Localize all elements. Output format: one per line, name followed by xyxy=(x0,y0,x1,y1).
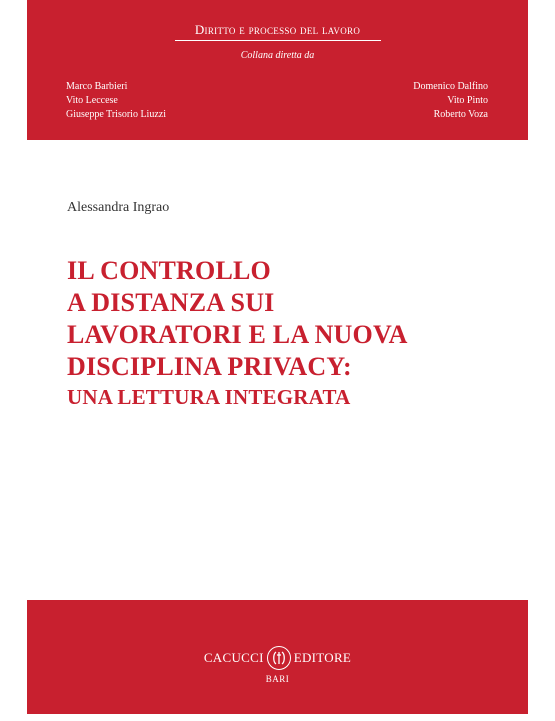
series-subtitle: Collana diretta da xyxy=(240,50,315,61)
book-subtitle: UNA LETTURA INTEGRATA xyxy=(67,385,351,409)
editors-right-column xyxy=(413,80,488,122)
editor-name: Vito Pinto xyxy=(447,95,488,106)
publisher-seal-icon xyxy=(267,646,291,670)
title-line: A DISTANZA SUI xyxy=(67,288,275,317)
publisher-band xyxy=(27,600,528,714)
series-title: Diritto e processo del lavoro xyxy=(194,22,361,37)
series-header-band xyxy=(27,0,528,140)
editor-name: Giuseppe Trisorio Liuzzi xyxy=(66,109,166,120)
editors-left-column xyxy=(66,80,166,122)
book-cover xyxy=(27,0,528,721)
title-line: DISCIPLINA PRIVACY: xyxy=(67,352,352,381)
series-title-underline xyxy=(175,40,381,41)
author-name: Alessandra Ingrao xyxy=(67,200,170,215)
publisher-name-right: EDITORE xyxy=(293,650,352,665)
editor-name: Marco Barbieri xyxy=(66,81,128,92)
title-line: IL CONTROLLO xyxy=(67,256,271,285)
book-title xyxy=(67,255,507,411)
editor-name: Domenico Dalfino xyxy=(413,81,488,92)
publisher-city: BARI xyxy=(265,674,290,684)
publisher-name xyxy=(27,646,528,670)
title-line: LAVORATORI E LA NUOVA xyxy=(67,320,408,349)
publisher-name-left: CACUCCI xyxy=(203,650,264,665)
editor-name: Vito Leccese xyxy=(66,95,118,106)
editor-name: Roberto Voza xyxy=(433,109,488,120)
